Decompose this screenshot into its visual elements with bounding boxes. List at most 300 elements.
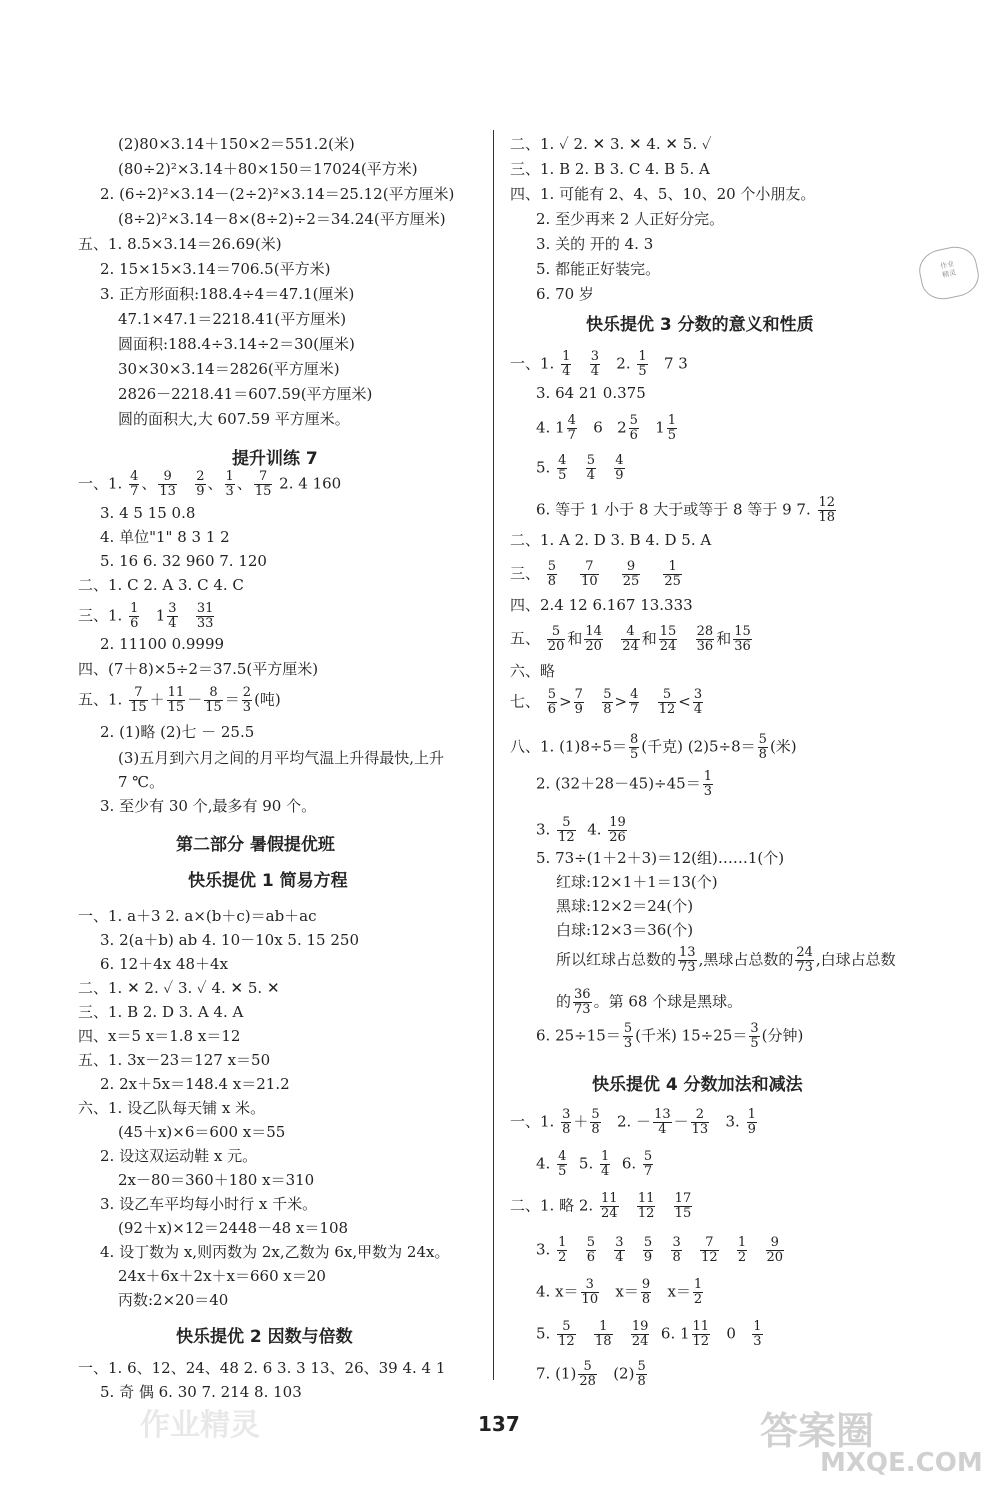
answer-line bbox=[510, 688, 705, 717]
fraction bbox=[557, 1236, 567, 1265]
denominator: 4 bbox=[168, 616, 177, 631]
answer-text: (米) bbox=[769, 737, 797, 756]
denominator: 36 bbox=[696, 639, 714, 654]
answer-line: 红球:12×1＋1＝13(个) bbox=[556, 873, 718, 891]
numerator: 1 bbox=[562, 349, 571, 364]
fraction bbox=[254, 470, 273, 499]
answer-line: 六、1. 设乙队每天铺 x 米。 bbox=[78, 1099, 266, 1117]
answer-line: 二、1. C 2. A 3. C 4. C bbox=[78, 576, 244, 594]
denominator: 3 bbox=[703, 784, 712, 799]
answer-text: 和 bbox=[641, 629, 657, 648]
answer-text: 5. bbox=[536, 458, 551, 477]
fraction bbox=[195, 470, 205, 499]
answer-line: 2. 设这双运动鞋 x 元。 bbox=[100, 1147, 258, 1165]
answer-text: (千克) (2)5÷8＝ bbox=[641, 737, 756, 756]
answer-line bbox=[536, 454, 627, 483]
denominator: 5 bbox=[667, 428, 677, 443]
denominator: 20 bbox=[766, 1250, 784, 1265]
numerator: 3 bbox=[615, 1235, 624, 1250]
answer-line: 4. 设丁数为 x,则丙数为 2x,乙数为 6x,甲数为 24x。 bbox=[100, 1243, 450, 1261]
numerator: 3 bbox=[672, 1235, 681, 1250]
denominator: 4 bbox=[693, 702, 703, 717]
numerator: 13 bbox=[679, 945, 696, 960]
answer-line: 五、1. 3x－23＝127 x＝50 bbox=[78, 1051, 271, 1069]
numerator: 5 bbox=[586, 453, 595, 468]
fraction bbox=[766, 1236, 785, 1265]
numerator: 7 bbox=[254, 470, 273, 485]
numerator: 28 bbox=[696, 624, 714, 639]
denominator: 7 bbox=[630, 702, 639, 717]
fraction bbox=[629, 414, 639, 443]
answer-text: 2. bbox=[616, 354, 631, 373]
fraction bbox=[671, 1236, 681, 1265]
numerator: 5 bbox=[586, 1235, 595, 1250]
numerator: 3 bbox=[581, 1278, 600, 1293]
fraction bbox=[547, 688, 557, 717]
numerator: 5 bbox=[547, 687, 557, 702]
answer-line: 2. 至少再来 2 人正好分完。 bbox=[536, 210, 725, 228]
answer-line bbox=[536, 414, 679, 443]
section-heading: 第二部分 暑假提优班 bbox=[176, 835, 335, 855]
numerator: 3 bbox=[168, 601, 177, 616]
denominator: 24 bbox=[659, 639, 677, 654]
answer-text: 一、1. bbox=[510, 354, 555, 373]
answer-text: 4. x＝ bbox=[536, 1282, 579, 1301]
answer-line: 30×30×3.14＝2826(平方厘米) bbox=[118, 360, 340, 378]
denominator: 3 bbox=[623, 1036, 633, 1051]
fraction bbox=[129, 686, 148, 715]
numerator: 3 bbox=[750, 1021, 759, 1036]
denominator: 12 bbox=[558, 830, 575, 845]
fraction bbox=[557, 1320, 576, 1349]
numerator: 1 bbox=[663, 560, 682, 575]
denominator: 8 bbox=[603, 702, 612, 717]
numerator: 13 bbox=[654, 1107, 671, 1122]
answer-line: (80÷2)²×3.14＋80×150＝17024(平方米) bbox=[118, 160, 418, 178]
denominator: 15 bbox=[674, 1206, 692, 1221]
answer-text: 3. bbox=[536, 1240, 551, 1259]
numerator: 4 bbox=[621, 625, 640, 640]
denominator: 6 bbox=[629, 428, 638, 443]
numerator: 4 bbox=[130, 469, 139, 484]
answer-line: 5. 16 6. 32 960 7. 120 bbox=[100, 552, 267, 570]
answer-text: 4. bbox=[587, 820, 602, 839]
answer-line: 四、x＝5 x＝1.8 x＝12 bbox=[78, 1027, 241, 1045]
answer-text: 2. 4 160 bbox=[279, 474, 342, 493]
fraction bbox=[242, 686, 252, 715]
numerator: 15 bbox=[659, 624, 677, 639]
fraction bbox=[637, 350, 647, 379]
fraction bbox=[795, 946, 814, 975]
numerator: 4 bbox=[558, 453, 567, 468]
denominator: 4 bbox=[586, 468, 595, 483]
answer-text: 和 bbox=[716, 629, 732, 648]
numerator: 17 bbox=[674, 1191, 692, 1206]
numerator: 5 bbox=[629, 413, 638, 428]
fraction bbox=[691, 1108, 710, 1137]
answer-line: 47.1×47.1＝2218.41(平方厘米) bbox=[118, 310, 347, 328]
answer-line: 2. (1)略 (2)七 － 25.5 bbox=[100, 723, 255, 741]
numerator: 14 bbox=[585, 624, 602, 639]
denominator: 9 bbox=[196, 484, 205, 499]
fraction bbox=[693, 1278, 703, 1307]
answer-text: 2 bbox=[617, 418, 627, 437]
numerator: 5 bbox=[557, 816, 576, 831]
fraction bbox=[586, 1236, 596, 1265]
numerator: 7 bbox=[574, 687, 583, 702]
stamp-logo: 作业 精灵 bbox=[915, 243, 982, 304]
watermark-logo: 答案圈 bbox=[760, 1409, 875, 1453]
denominator: 8 bbox=[562, 1122, 571, 1137]
denominator: 25 bbox=[622, 574, 640, 589]
denominator: 2 bbox=[693, 1292, 703, 1307]
fraction bbox=[636, 1360, 646, 1389]
answer-line: 三、1. B 2. B 3. C 4. B 5. A bbox=[510, 160, 710, 178]
denominator: 7 bbox=[567, 428, 576, 443]
numerator: 3 bbox=[590, 349, 599, 364]
fraction bbox=[547, 625, 566, 654]
numerator: 2 bbox=[242, 685, 252, 700]
fraction bbox=[196, 602, 215, 631]
answer-line: 2. 2x＋5x＝148.4 x＝21.2 bbox=[100, 1075, 290, 1093]
numerator: 24 bbox=[796, 945, 813, 960]
numerator: 4 bbox=[615, 453, 624, 468]
answer-line: 24x＋6x＋2x＋x＝660 x＝20 bbox=[118, 1267, 326, 1285]
fraction bbox=[674, 1192, 693, 1221]
numerator: 15 bbox=[734, 624, 751, 639]
fraction bbox=[167, 602, 177, 631]
answer-text: ,白球占总数 bbox=[815, 950, 896, 969]
numerator: 5 bbox=[643, 1235, 653, 1250]
numerator: 7 bbox=[580, 560, 599, 575]
answer-line bbox=[536, 1360, 649, 1389]
denominator: 9 bbox=[643, 1250, 653, 1265]
answer-text: 2. (32＋28－45)÷45＝ bbox=[536, 774, 701, 793]
answer-text: (吨) bbox=[254, 690, 281, 709]
numerator: 11 bbox=[637, 1191, 655, 1206]
denominator: 9 bbox=[615, 468, 624, 483]
answer-text: 的 bbox=[556, 992, 572, 1011]
denominator: 73 bbox=[796, 960, 813, 975]
section-heading: 快乐提优 1 简易方程 bbox=[188, 871, 348, 891]
answer-text: 1 bbox=[155, 606, 166, 625]
section-heading: 快乐提优 4 分数加法和减法 bbox=[592, 1075, 803, 1095]
fraction bbox=[614, 1236, 624, 1265]
numerator: 5 bbox=[637, 1359, 646, 1374]
answer-text: 三、 bbox=[510, 564, 541, 583]
numerator: 31 bbox=[196, 601, 214, 616]
denominator: 7 bbox=[130, 484, 139, 499]
fraction bbox=[158, 470, 177, 499]
answer-text: (2) bbox=[613, 1364, 635, 1383]
denominator: 5 bbox=[629, 747, 639, 762]
answer-line: 5. 都能正好装完。 bbox=[536, 260, 661, 278]
numerator: 5 bbox=[547, 559, 557, 574]
fraction bbox=[574, 688, 584, 717]
denominator: 4 bbox=[658, 1122, 667, 1137]
numerator: 4 bbox=[558, 1149, 567, 1164]
fraction bbox=[643, 1236, 653, 1265]
denominator: 15 bbox=[167, 700, 185, 715]
fraction bbox=[658, 688, 677, 717]
denominator: 12 bbox=[637, 1206, 655, 1221]
denominator: 13 bbox=[159, 484, 176, 499]
answer-line: 3. 设乙车平均每小时行 x 千米。 bbox=[100, 1195, 318, 1213]
fraction bbox=[653, 1108, 672, 1137]
answer-line: 2. 11100 0.9999 bbox=[100, 635, 225, 653]
answer-line bbox=[536, 1320, 765, 1349]
fraction bbox=[758, 733, 768, 762]
fraction bbox=[561, 350, 571, 379]
answer-line: 二、1. A 2. D 3. B 4. D 5. A bbox=[510, 531, 712, 549]
numerator: 2 bbox=[691, 1108, 710, 1123]
numerator: 5 bbox=[591, 1107, 600, 1122]
denominator: 20 bbox=[547, 639, 565, 654]
numerator: 1 bbox=[130, 601, 139, 616]
denominator: 8 bbox=[591, 1122, 600, 1137]
fraction bbox=[590, 350, 600, 379]
answer-text: 和 bbox=[567, 629, 583, 648]
answer-line: 4. 单位"1" 8 3 1 2 bbox=[100, 528, 230, 546]
denominator: 12 bbox=[692, 1334, 710, 1349]
numerator: 5 bbox=[758, 732, 767, 747]
answer-text: 一、1. bbox=[78, 474, 123, 493]
answer-line: 一、1. $\frac{3}{8}$ ＋ $\frac{5}{8}$ 2. － $\frac{13}{4}$ － $\frac{2}{13}$ 3. $\frac{1}{9}$ bbox=[510, 1107, 756, 1137]
answer-text: ,黑球占总数的 bbox=[698, 950, 794, 969]
fraction bbox=[594, 1320, 613, 1349]
denominator: 36 bbox=[734, 639, 751, 654]
answer-line bbox=[510, 625, 754, 654]
numerator: 5 bbox=[603, 687, 612, 702]
fraction bbox=[557, 816, 576, 845]
denominator: 5 bbox=[558, 468, 567, 483]
numerator: 5 bbox=[658, 688, 677, 703]
answer-text: 0 bbox=[726, 1324, 736, 1343]
fraction bbox=[693, 688, 703, 717]
denominator: 24 bbox=[622, 639, 639, 654]
section-heading: 快乐提优 3 分数的意义和性质 bbox=[586, 315, 814, 335]
fraction bbox=[692, 1320, 711, 1349]
answer-text: 七、 bbox=[510, 692, 541, 711]
fraction bbox=[700, 1236, 719, 1265]
section-heading: 快乐提优 2 因数与倍数 bbox=[176, 1327, 353, 1347]
answer-line bbox=[556, 988, 742, 1017]
numerator: 1 bbox=[703, 769, 712, 784]
numerator: 1 bbox=[667, 413, 677, 428]
page-number: 137 bbox=[478, 1412, 520, 1436]
answer-text: > bbox=[614, 692, 628, 711]
numerator: 11 bbox=[167, 685, 185, 700]
numerator: 5 bbox=[578, 1360, 597, 1375]
numerator: 1 bbox=[601, 1149, 610, 1164]
numerator: 1 bbox=[225, 469, 234, 484]
denominator: 33 bbox=[196, 616, 214, 631]
fraction bbox=[225, 470, 235, 499]
numerator: 4 bbox=[630, 687, 639, 702]
denominator: 5 bbox=[558, 1164, 567, 1179]
fraction bbox=[629, 688, 639, 717]
answer-text: 。第 68 个球是黑球。 bbox=[593, 992, 743, 1011]
denominator: 8 bbox=[547, 574, 557, 589]
denominator: 4 bbox=[590, 364, 599, 379]
numerator: 9 bbox=[622, 560, 641, 575]
answer-line: 四、1. 可能有 2、4、5、10、20 个小朋友。 bbox=[510, 185, 816, 203]
answer-line: 四、(7＋8)×5÷2＝37.5(平方厘米) bbox=[78, 660, 319, 678]
answer-line: (2)80×3.14＋150×2＝551.2(米) bbox=[118, 135, 355, 153]
denominator: 24 bbox=[600, 1206, 618, 1221]
fraction bbox=[733, 625, 752, 654]
answer-text: 3. bbox=[536, 820, 551, 839]
denominator: 73 bbox=[574, 1002, 591, 1017]
answer-text: 6. 等于 1 小于 8 大于或等于 8 等于 9 7. bbox=[536, 500, 811, 519]
answer-line: 6. 70 岁 bbox=[536, 285, 594, 303]
fraction bbox=[818, 496, 837, 525]
answer-line: 3. 2(a＋b) ab 4. 10－10x 5. 15 250 bbox=[100, 931, 359, 949]
answer-line: (45＋x)×6＝600 x＝55 bbox=[118, 1123, 286, 1141]
answer-text: 6 bbox=[593, 418, 603, 437]
answer-text: 6. 25÷15＝ bbox=[536, 1026, 621, 1045]
answer-line: 2. (6÷2)²×3.14－(2÷2)²×3.14＝25.12(平方厘米) bbox=[100, 185, 455, 203]
denominator: 8 bbox=[641, 1292, 651, 1307]
denominator: 3 bbox=[242, 700, 252, 715]
answer-text: > bbox=[559, 692, 572, 711]
denominator: 6 bbox=[586, 1250, 595, 1265]
answer-text: (千米) 15÷25＝ bbox=[635, 1026, 748, 1045]
numerator: 3 bbox=[693, 687, 703, 702]
denominator: 12 bbox=[558, 1334, 575, 1349]
answer-line bbox=[510, 1192, 694, 1221]
answer-line: 二、1. ✓ 2. ✕ 3. ✕ 4. ✕ 5. ✓ bbox=[510, 135, 712, 153]
section-heading: 提升训练 7 bbox=[232, 449, 318, 469]
answer-line: 3. 至少有 30 个,最多有 90 个。 bbox=[100, 797, 317, 815]
fraction bbox=[703, 770, 713, 799]
answer-line: 3. 64 21 0.375 bbox=[536, 384, 646, 402]
fraction bbox=[622, 560, 641, 589]
answer-line: 白球:12×3＝36(个) bbox=[556, 921, 694, 939]
watermark-faint: 作业精灵 bbox=[140, 1408, 260, 1443]
answer-line: 一、1. 6、12、24、48 2. 6 3. 3 13、26、39 4. 4 1 bbox=[78, 1359, 446, 1377]
answer-text: 二、1. 略 2. bbox=[510, 1196, 594, 1215]
fraction bbox=[557, 454, 567, 483]
denominator: 4 bbox=[601, 1164, 610, 1179]
numerator: 11 bbox=[600, 1191, 618, 1206]
fraction bbox=[696, 625, 715, 654]
fraction bbox=[749, 1022, 759, 1051]
answer-line bbox=[556, 946, 896, 975]
answer-line: 5. 73÷(1＋2＋3)＝12(组)……1(个) bbox=[536, 849, 785, 867]
fraction bbox=[621, 625, 640, 654]
fraction bbox=[602, 688, 612, 717]
fraction bbox=[600, 1150, 610, 1179]
answer-line: 丙数:2×20＝40 bbox=[118, 1291, 229, 1309]
numerator: 36 bbox=[574, 987, 591, 1002]
numerator: 4 bbox=[567, 413, 576, 428]
numerator: 9 bbox=[766, 1236, 785, 1251]
answer-line bbox=[536, 1022, 803, 1051]
denominator: 20 bbox=[585, 639, 602, 654]
fraction bbox=[667, 414, 677, 443]
numerator: 2 bbox=[196, 469, 205, 484]
answer-text: (分钟) bbox=[761, 1026, 804, 1045]
numerator: 19 bbox=[631, 1319, 649, 1334]
answer-line: 三、1. B 2. D 3. A 4. A bbox=[78, 1003, 244, 1021]
denominator: 9 bbox=[747, 1122, 756, 1137]
numerator: 8 bbox=[204, 686, 223, 701]
answer-line: 五、1. $\frac{7}{15}$ ＋ $\frac{11}{15}$ － $\frac{8}{15}$ ＝ $\frac{2}{3}$ (吨) bbox=[78, 685, 281, 715]
denominator: 26 bbox=[609, 830, 626, 845]
fraction bbox=[747, 1108, 757, 1137]
fraction bbox=[204, 686, 223, 715]
answer-line: 2. 15×15×3.14＝706.5(平方米) bbox=[100, 260, 331, 278]
fraction bbox=[581, 1278, 600, 1307]
fraction bbox=[567, 414, 577, 443]
fraction bbox=[643, 1150, 653, 1179]
answer-text: 4. bbox=[536, 1154, 551, 1173]
numerator: 9 bbox=[158, 470, 177, 485]
fraction bbox=[580, 560, 599, 589]
answer-line bbox=[78, 602, 216, 631]
answer-text: 4. bbox=[536, 418, 551, 437]
fraction bbox=[678, 946, 697, 975]
watermark-site: MXQE.COM bbox=[820, 1448, 983, 1478]
answer-line: 3. 4 5 15 0.8 bbox=[100, 504, 196, 522]
numerator: 1 bbox=[594, 1320, 613, 1335]
fraction bbox=[737, 1236, 747, 1265]
numerator: 1 bbox=[737, 1235, 747, 1250]
numerator: 5 bbox=[643, 1149, 653, 1164]
answer-line bbox=[510, 350, 688, 379]
denominator: 8 bbox=[758, 747, 767, 762]
numerator: 5 bbox=[547, 625, 566, 640]
answer-line: 五、1. 8.5×3.14＝26.69(米) bbox=[78, 235, 282, 253]
answer-line: 黑球:12×2＝24(个) bbox=[556, 897, 694, 915]
answer-line bbox=[536, 770, 715, 799]
fraction bbox=[573, 988, 592, 1017]
denominator: 7 bbox=[643, 1164, 653, 1179]
fraction bbox=[600, 1192, 619, 1221]
numerator: 1 bbox=[638, 349, 647, 364]
answer-line: 3. 关的 开的 4. 3 bbox=[536, 235, 654, 253]
numerator: 12 bbox=[818, 495, 836, 510]
column-divider bbox=[493, 130, 494, 1380]
answer-line: (3)五月到六月之间的月平均气温上升得最快,上升 bbox=[118, 749, 445, 767]
numerator: 5 bbox=[557, 1320, 576, 1335]
denominator: 3 bbox=[225, 484, 234, 499]
fraction bbox=[637, 1192, 656, 1221]
numerator: 1 bbox=[753, 1319, 762, 1334]
denominator: 4 bbox=[615, 1250, 624, 1265]
numerator: 8 bbox=[629, 732, 639, 747]
answer-line: 四、2.4 12 6.167 13.333 bbox=[510, 596, 693, 614]
denominator: 6 bbox=[547, 702, 557, 717]
answer-text: 三、1. bbox=[78, 606, 123, 625]
answer-text: 八、1. (1)8÷5＝ bbox=[510, 737, 627, 756]
denominator: 73 bbox=[679, 960, 696, 975]
denominator: 10 bbox=[581, 1292, 599, 1307]
numerator: 7 bbox=[700, 1236, 719, 1251]
denominator: 8 bbox=[672, 1250, 681, 1265]
answer-line bbox=[510, 560, 684, 589]
numerator: 7 bbox=[129, 686, 148, 701]
numerator: 1 bbox=[558, 1235, 567, 1250]
answer-line: 6. 12＋4x 48＋4x bbox=[100, 955, 229, 973]
denominator: 18 bbox=[594, 1334, 612, 1349]
numerator: 1 bbox=[747, 1107, 756, 1122]
denominator: 8 bbox=[637, 1374, 646, 1389]
denominator: 12 bbox=[658, 702, 676, 717]
answer-text: 6. 1 bbox=[660, 1324, 690, 1343]
answer-line bbox=[536, 1236, 786, 1265]
